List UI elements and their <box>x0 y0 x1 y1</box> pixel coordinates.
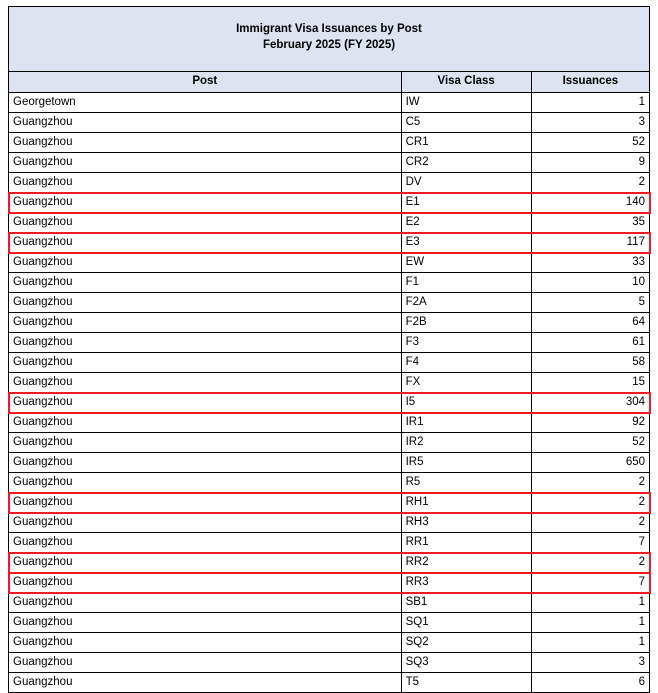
cell-issuances: 52 <box>531 433 649 453</box>
cell-visa-class: R5 <box>401 473 531 493</box>
table-row <box>9 653 650 673</box>
table-row <box>9 373 650 393</box>
table-row <box>9 293 650 313</box>
column-header-issuances: Issuances <box>531 72 649 93</box>
cell-issuances: 52 <box>531 133 649 153</box>
table-row <box>9 413 650 433</box>
table-row <box>9 473 650 493</box>
table-row <box>9 93 650 113</box>
cell-issuances: 2 <box>531 493 649 513</box>
cell-post: Guangzhou <box>9 313 402 333</box>
cell-post: Guangzhou <box>9 153 402 173</box>
cell-issuances: 1 <box>531 633 649 653</box>
cell-issuances: 3 <box>531 653 649 673</box>
table-row <box>9 253 650 273</box>
cell-post: Guangzhou <box>9 553 402 573</box>
cell-issuances: 9 <box>531 153 649 173</box>
cell-visa-class: I5 <box>401 393 531 413</box>
cell-visa-class: IR2 <box>401 433 531 453</box>
cell-post: Guangzhou <box>9 513 402 533</box>
cell-visa-class: SB1 <box>401 593 531 613</box>
cell-visa-class: RH3 <box>401 513 531 533</box>
cell-visa-class: T5 <box>401 673 531 693</box>
table-row <box>9 153 650 173</box>
cell-issuances: 58 <box>531 353 649 373</box>
cell-post: Guangzhou <box>9 173 402 193</box>
cell-visa-class: SQ2 <box>401 633 531 653</box>
cell-post: Georgetown <box>9 93 402 113</box>
cell-post: Guangzhou <box>9 533 402 553</box>
report-title <box>9 7 650 72</box>
cell-visa-class: E1 <box>401 193 531 213</box>
cell-post: Guangzhou <box>9 113 402 133</box>
table-row <box>9 213 650 233</box>
cell-issuances: 5 <box>531 293 649 313</box>
report-title-line-1: Immigrant Visa Issuances by Post <box>236 23 422 36</box>
table-row <box>9 513 650 533</box>
table-row <box>9 553 650 573</box>
cell-post: Guangzhou <box>9 413 402 433</box>
table-row <box>9 593 650 613</box>
cell-issuances: 140 <box>531 193 649 213</box>
cell-visa-class: DV <box>401 173 531 193</box>
cell-post: Guangzhou <box>9 253 402 273</box>
cell-issuances: 10 <box>531 273 649 293</box>
cell-visa-class: RR1 <box>401 533 531 553</box>
cell-issuances: 15 <box>531 373 649 393</box>
table-row <box>9 313 650 333</box>
column-header-visa-class: Visa Class <box>401 72 531 93</box>
cell-post: Guangzhou <box>9 573 402 593</box>
cell-post: Guangzhou <box>9 213 402 233</box>
cell-post: Guangzhou <box>9 393 402 413</box>
cell-post: Guangzhou <box>9 193 402 213</box>
cell-issuances: 1 <box>531 593 649 613</box>
table-row <box>9 393 650 413</box>
table-row <box>9 173 650 193</box>
cell-issuances: 61 <box>531 333 649 353</box>
cell-visa-class: FX <box>401 373 531 393</box>
cell-visa-class: RR2 <box>401 553 531 573</box>
cell-issuances: 2 <box>531 173 649 193</box>
cell-issuances: 64 <box>531 313 649 333</box>
cell-post: Guangzhou <box>9 493 402 513</box>
table-row <box>9 333 650 353</box>
table-row <box>9 493 650 513</box>
table-row <box>9 533 650 553</box>
cell-visa-class: RR3 <box>401 573 531 593</box>
cell-post: Guangzhou <box>9 613 402 633</box>
table-body <box>9 93 650 693</box>
cell-visa-class: CR1 <box>401 133 531 153</box>
cell-visa-class: IW <box>401 93 531 113</box>
cell-post: Guangzhou <box>9 133 402 153</box>
cell-visa-class: F3 <box>401 333 531 353</box>
cell-issuances: 2 <box>531 553 649 573</box>
cell-issuances: 1 <box>531 93 649 113</box>
cell-visa-class: F4 <box>401 353 531 373</box>
table-row <box>9 673 650 693</box>
cell-post: Guangzhou <box>9 293 402 313</box>
cell-post: Guangzhou <box>9 673 402 693</box>
cell-issuances: 2 <box>531 473 649 493</box>
cell-issuances: 7 <box>531 533 649 553</box>
cell-issuances: 35 <box>531 213 649 233</box>
table-row <box>9 193 650 213</box>
cell-visa-class: F2A <box>401 293 531 313</box>
cell-issuances: 33 <box>531 253 649 273</box>
report-title-line-2: February 2025 (FY 2025) <box>262 39 396 51</box>
visa-issuances-table <box>8 6 650 693</box>
table-row <box>9 573 650 593</box>
cell-issuances: 1 <box>531 613 649 633</box>
table-row <box>9 113 650 133</box>
table-header <box>9 7 650 93</box>
cell-visa-class: F2B <box>401 313 531 333</box>
cell-post: Guangzhou <box>9 353 402 373</box>
cell-issuances: 92 <box>531 413 649 433</box>
table-row <box>9 633 650 653</box>
cell-issuances: 2 <box>531 513 649 533</box>
table-row <box>9 613 650 633</box>
cell-post: Guangzhou <box>9 633 402 653</box>
cell-issuances: 7 <box>531 573 649 593</box>
column-header-post: Post <box>9 72 402 93</box>
cell-post: Guangzhou <box>9 333 402 353</box>
cell-issuances: 650 <box>531 453 649 473</box>
cell-post: Guangzhou <box>9 433 402 453</box>
cell-visa-class: F1 <box>401 273 531 293</box>
cell-visa-class: SQ3 <box>401 653 531 673</box>
table-row <box>9 233 650 253</box>
table-row <box>9 353 650 373</box>
cell-post: Guangzhou <box>9 233 402 253</box>
column-header-row <box>9 72 650 93</box>
cell-visa-class: IR1 <box>401 413 531 433</box>
cell-issuances: 117 <box>531 233 649 253</box>
cell-visa-class: IR5 <box>401 453 531 473</box>
cell-post: Guangzhou <box>9 453 402 473</box>
table-row <box>9 133 650 153</box>
cell-visa-class: E2 <box>401 213 531 233</box>
cell-post: Guangzhou <box>9 593 402 613</box>
table-row <box>9 273 650 293</box>
cell-post: Guangzhou <box>9 473 402 493</box>
cell-issuances: 304 <box>531 393 649 413</box>
cell-issuances: 6 <box>531 673 649 693</box>
cell-post: Guangzhou <box>9 373 402 393</box>
cell-visa-class: C5 <box>401 113 531 133</box>
cell-issuances: 3 <box>531 113 649 133</box>
cell-visa-class: E3 <box>401 233 531 253</box>
cell-visa-class: CR2 <box>401 153 531 173</box>
table-row <box>9 453 650 473</box>
cell-visa-class: SQ1 <box>401 613 531 633</box>
cell-visa-class: EW <box>401 253 531 273</box>
cell-post: Guangzhou <box>9 273 402 293</box>
title-row <box>9 7 650 72</box>
cell-post: Guangzhou <box>9 653 402 673</box>
cell-visa-class: RH1 <box>401 493 531 513</box>
table-row <box>9 433 650 453</box>
